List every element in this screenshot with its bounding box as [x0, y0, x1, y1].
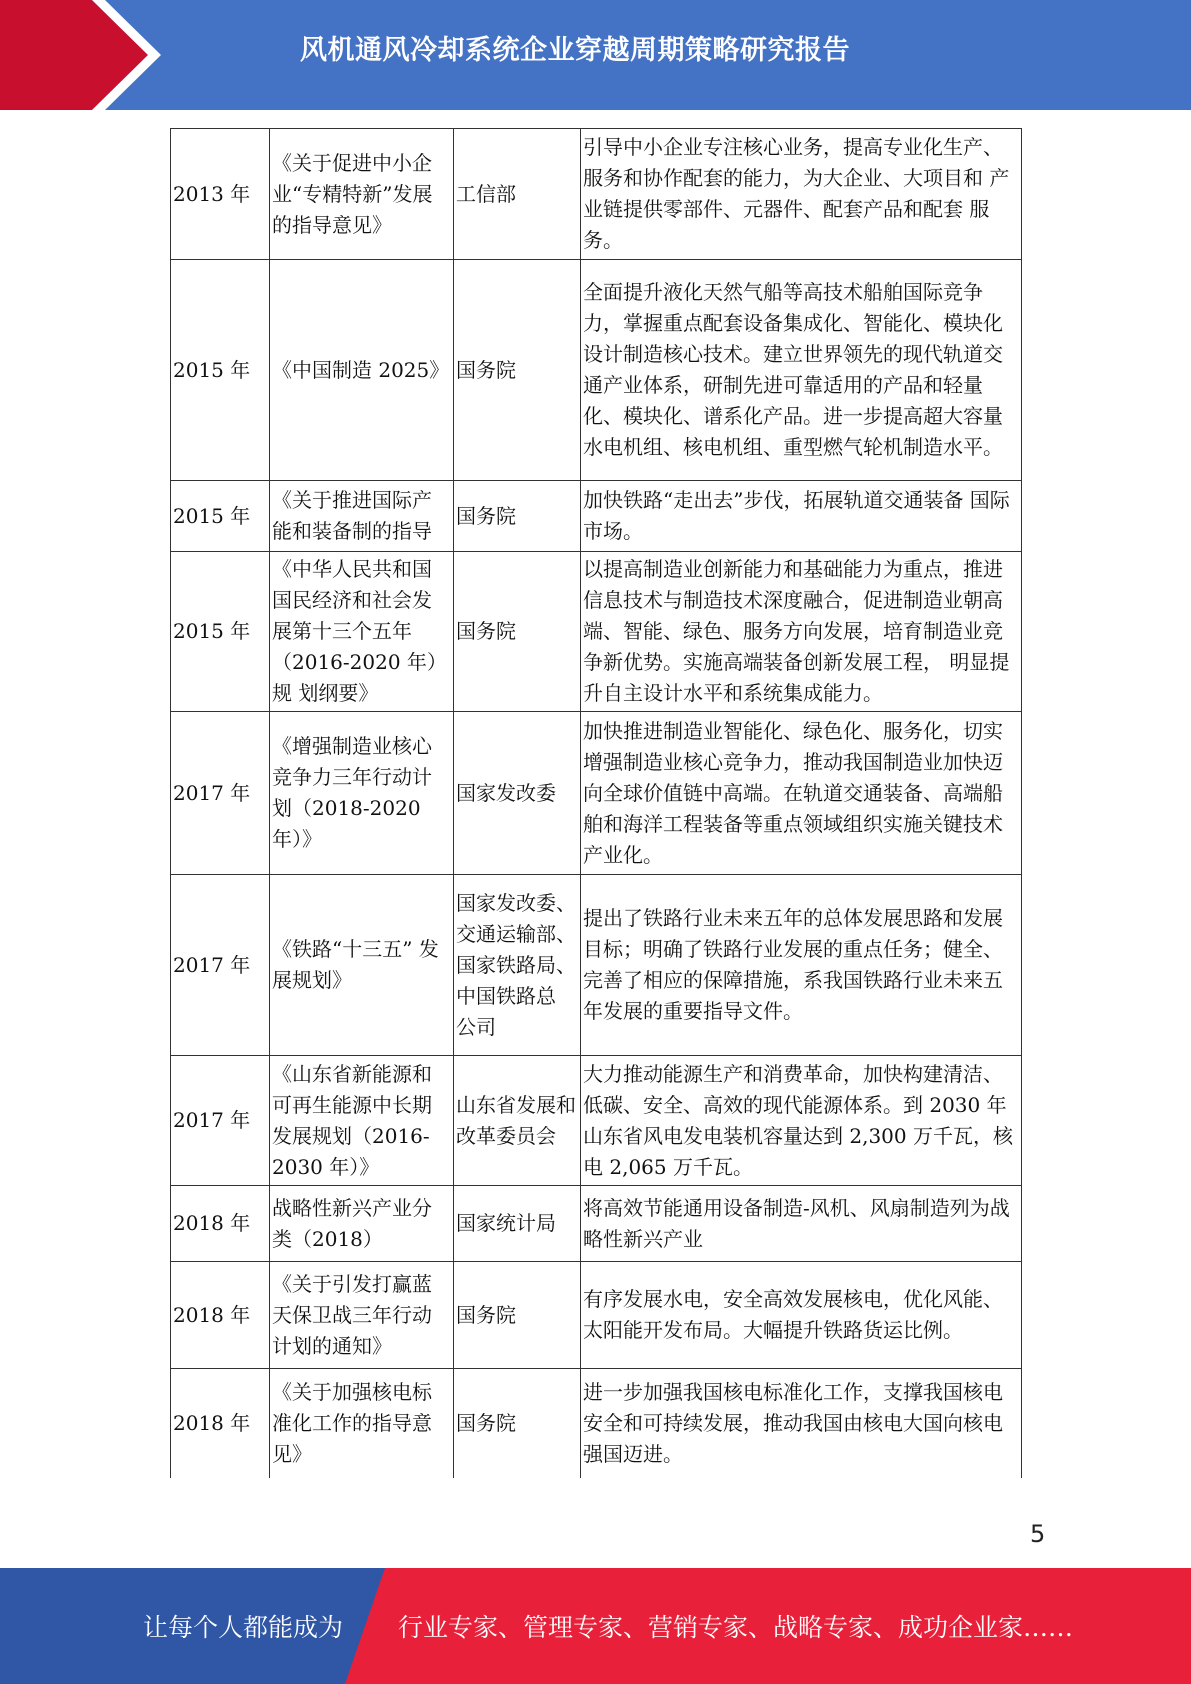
policy-title-cell: 《山东省新能源和可再生能源中长期发展规划（2016-2030 年）》: [270, 1056, 454, 1186]
footer-slogan-left: 让每个人都能成为: [143, 1613, 344, 1642]
page-footer: [0, 1568, 1191, 1684]
year-cell: 2017 年: [171, 712, 270, 875]
agency-cell: 国家发改委: [454, 712, 581, 875]
agency-cell: 国务院: [454, 260, 581, 481]
content-cell: 大力推动能源生产和消费革命，加快构建清洁、 低碳、安全、高效的现代能源体系。到 2030 年 山东省风电发电装机容量达到 2,300 万千瓦，核 电 2,065 万千瓦。: [581, 1056, 1022, 1186]
report-title: 风机通风冷却系统企业穿越周期策略研究报告: [300, 35, 850, 66]
agency-cell: 山东省发展和改革委员会: [454, 1056, 581, 1186]
table-row: [171, 1186, 1022, 1262]
year-cell: 2018 年: [171, 1369, 270, 1478]
year-cell: 2018 年: [171, 1186, 270, 1262]
table-row: [171, 1369, 1022, 1478]
table-row: [171, 552, 1022, 712]
year-cell: 2015 年: [171, 552, 270, 712]
content-cell: 提出了铁路行业未来五年的总体发展思路和发展目标；明确了铁路行业发展的重点任务；健全、完善了相应的保障措施，系我国铁路行业未来五年发展的重要指导文件。: [581, 875, 1022, 1056]
content-cell: 加快铁路“走出去”步伐，拓展轨道交通装备 国际市场。: [581, 481, 1022, 552]
year-cell: 2017 年: [171, 875, 270, 1056]
year-cell: 2015 年: [171, 260, 270, 481]
content-cell: 将高效节能通用设备制造-风机、风扇制造列为战略性新兴产业: [581, 1186, 1022, 1262]
table-row: [171, 260, 1022, 481]
policy-title-cell: 《中国制造 2025》: [270, 260, 454, 481]
table-row: [171, 875, 1022, 1056]
table-row: [171, 129, 1022, 260]
policy-title-cell: 《铁路“十三五” 发展规划》: [270, 875, 454, 1056]
footer-slogan-right: 行业专家、管理专家、营销专家、战略专家、成功企业家……: [398, 1613, 1074, 1642]
policy-title-cell: 《关于引发打赢蓝天保卫战三年行动计划的通知》: [270, 1262, 454, 1369]
agency-cell: 国务院: [454, 552, 581, 712]
table-row: [171, 1262, 1022, 1369]
year-cell: 2017 年: [171, 1056, 270, 1186]
policy-table: [170, 128, 1021, 1478]
agency-cell: 国家发改委、 交通运输部、 国家铁路局、 中国铁路总 公司: [454, 875, 581, 1056]
table-row: [171, 481, 1022, 552]
content-cell: 加快推进制造业智能化、绿色化、服务化，切实增强制造业核心竞争力，推动我国制造业加快迈向全球价值链中高端。在轨道交通装备、高端船舶和海洋工程装备等重点领域组织实施关键技术产业化。: [581, 712, 1022, 875]
policy-title-cell: 《关于推进国际产能和装备制的指导: [270, 481, 454, 552]
content-cell: 进一步加强我国核电标准化工作，支撑我国核电安全和可持续发展，推动我国由核电大国向核电强国迈进。: [581, 1369, 1022, 1478]
policy-title-cell: 《增强制造业核心竞争力三年行动计划（2018-2020 年）》: [270, 712, 454, 875]
table-row: [171, 1056, 1022, 1186]
policy-title-cell: 《关于加强核电标准化工作的指导意见》: [270, 1369, 454, 1478]
agency-cell: 国务院: [454, 1369, 581, 1478]
page-number: 5: [1030, 1520, 1046, 1548]
year-cell: 2013 年: [171, 129, 270, 260]
agency-cell: 工信部: [454, 129, 581, 260]
table-row: [171, 712, 1022, 875]
content-cell: 有序发展水电，安全高效发展核电，优化风能、 太阳能开发布局。大幅提升铁路货运比例。: [581, 1262, 1022, 1369]
content-cell: 引导中小企业专注核心业务，提高专业化生产、 服务和协作配套的能力，为大企业、大项目和 产业链提供零部件、元器件、配套产品和配套 服务。: [581, 129, 1022, 260]
agency-cell: 国务院: [454, 1262, 581, 1369]
page-header: [0, 0, 1191, 110]
policy-title-cell: 《中华人民共和国国民经济和社会发展第十三个五年（2016-2020 年）规 划纲要》: [270, 552, 454, 712]
content-cell: 全面提升液化天然气船等高技术船舶国际竞争力，掌握重点配套设备集成化、智能化、模块化设计制造核心技术。建立世界领先的现代轨道交通产业体系，研制先进可靠适用的产品和轻量化、模块化、谱系化产品。进一步提高超大容量水电机组、核电机组、重型燃气轮机制造水平。: [581, 260, 1022, 481]
policy-title-cell: 《关于促进中小企业“专精特新”发展的指导意见》: [270, 129, 454, 260]
policy-title-cell: 战略性新兴产业分类（2018）: [270, 1186, 454, 1262]
agency-cell: 国家统计局: [454, 1186, 581, 1262]
content-cell: 以提高制造业创新能力和基础能力为重点，推进信息技术与制造技术深度融合，促进制造业朝高端、智能、绿色、服务方向发展，培育制造业竞争新优势。实施高端装备创新发展工程， 明显提升自主设计水平和系统集成能力。: [581, 552, 1022, 712]
agency-cell: 国务院: [454, 481, 581, 552]
year-cell: 2018 年: [171, 1262, 270, 1369]
year-cell: 2015 年: [171, 481, 270, 552]
